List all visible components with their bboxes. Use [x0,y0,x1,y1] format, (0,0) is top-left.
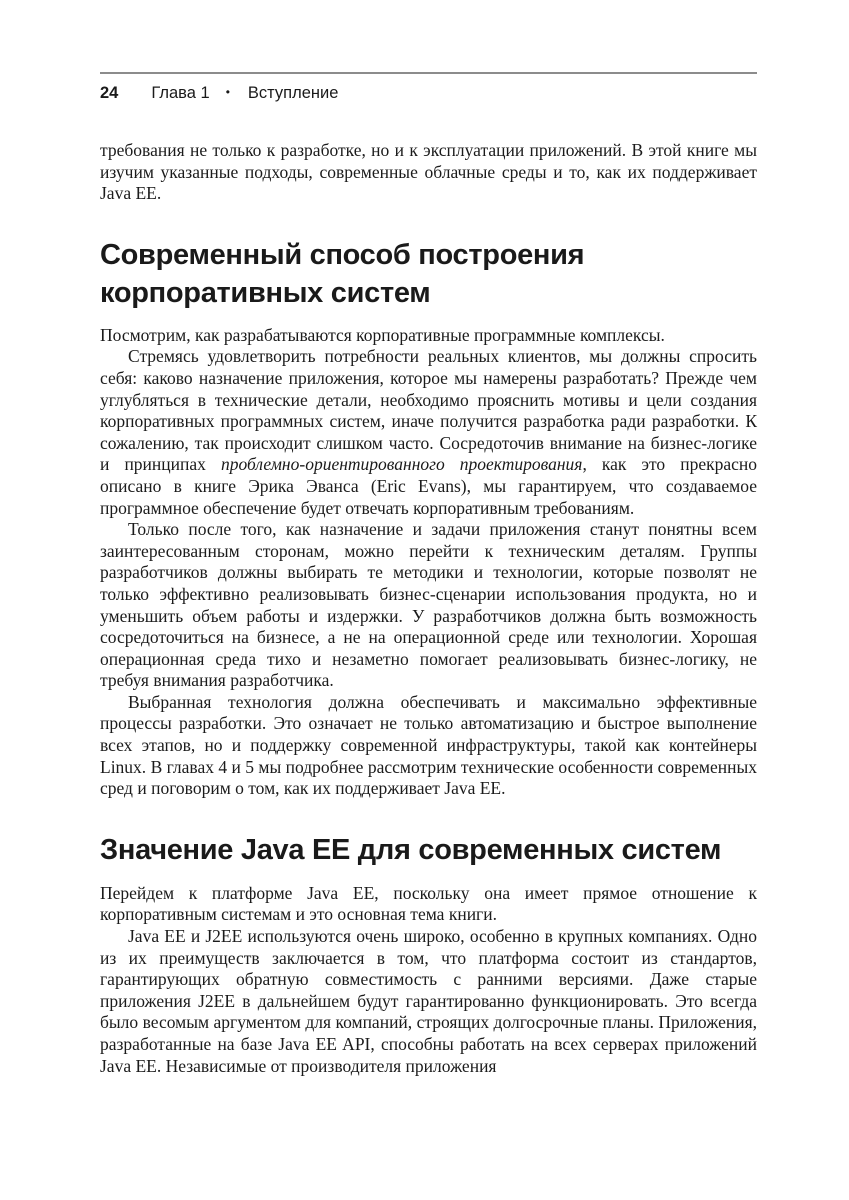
paragraph: Выбранная технология должна обеспечивать и максимально эффективные процессы разработки. Это означает не только автоматизацию и быстрое выполнение всех этапов, но и поддержку современной инфраструктуры, такой как контейнеры Linux. В главах 4 и 5 мы подробнее рассмотрим технические особенности современных сред и поговорим о том, как их поддерживает Java EE. [100,691,757,799]
heading-line-1: Значение Java EE для современных систем [100,833,722,866]
running-head [100,72,757,104]
bullet-separator-icon: • [225,85,230,99]
paragraph: Перейдем к платформе Java EE, поскольку она имеет прямое отношение к корпоративным системам и это основная тема книги. [100,882,757,925]
paragraph-text: , как это прекрасно описано в книге Эрика Эванса (Eric Evans), мы гарантируем, что создаваемое программное обеспечение будет отвечать корпоративным требованиям. [100,454,758,518]
paragraph: Только после того, как назначение и задачи приложения станут понятны всем заинтересованным сторонам, можно перейти к техническим деталям. Группы разработчиков должны выбирать те методики и технологии, которые позволят не только эффективно реализовывать бизнес-сценарии использования продукта, но и уменьшить объем работы и издержки. У разработчиков должна быть возможность сосредоточиться на бизнесе, а не на операционной среде или технологии. Хорошая операционная среда тихо и незаметно помогает реализовывать бизнес-логику, не требуя внимания разработчика. [100,519,757,691]
paragraph [100,346,757,519]
chapter-label: Глава 1 [151,84,210,102]
section-heading-java-ee-value [100,831,757,869]
page-number: 24 [100,84,119,102]
heading-line-1: Современный способ построения [100,238,585,271]
paragraph: Посмотрим, как разрабатываются корпоративные программные комплексы. [100,324,665,345]
section-heading-modern-way [100,236,757,312]
paragraph: Java EE и J2EE используются очень широко, особенно в крупных компаниях. Одно из их преимуществ заключается в том, что платформа состоит из стандартов, гарантирующих обратную совместимость с ранними версиями. Даже старые приложения J2EE в дальнейшем будут гарантированно функционировать. Это всегда было весомым аргументом для компаний, строящих долгосрочные планы. Приложения, разработанные на базе Java EE API, способны работать на всех серверах приложений Java EE. Независимые от производителя приложения [100,926,757,1076]
heading-line-2: корпоративных систем [100,276,431,309]
italic-term: проблемно-ориентированного проектирования [220,454,583,475]
intro-paragraph: требования не только к разработке, но и к эксплуатации приложений. В этой книге мы изучим указанные подходы, современные облачные среды и то, как их поддерживает Java EE. [100,140,757,204]
chapter-section-title: Вступление [247,84,339,102]
paragraph-text: Стремясь удовлетворить потребности реальных клиентов, мы должны спросить себя: каково назначение приложения, которое мы намерены разработать? Прежде чем углубляться в технические детали, необходимо прояснить мотивы и цели создания корпоративных программных систем, иначе получится разработка ради разработки. К сожалению, так происходит слишком часто. Сосредоточив внимание на бизнес-логике и принципах [100,346,757,475]
page-body [100,140,757,1077]
